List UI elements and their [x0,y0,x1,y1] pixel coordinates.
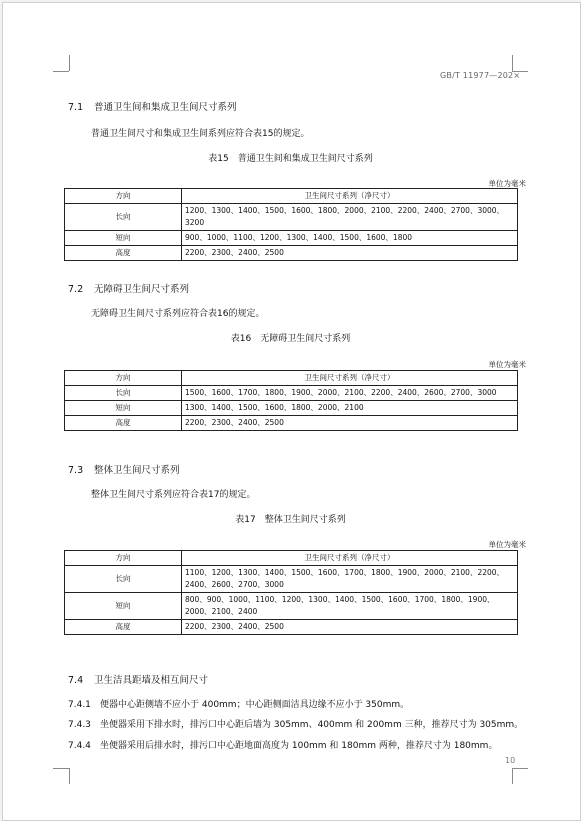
page-number: 10 [505,756,516,765]
column-header: 卫生间尺寸系列（净尺寸） [182,371,518,386]
size-table [64,188,518,261]
crop-mark [69,768,70,784]
section-number: 7.2 [68,284,84,295]
paragraph: 无障碍卫生间尺寸系列应符合表16的规定。 [91,309,265,319]
table-row [65,416,518,431]
row-label: 高度 [65,620,182,635]
table-header-row [65,371,518,386]
table-row [65,401,518,416]
table-caption: 表17 整体卫生间尺寸系列 [235,515,346,525]
row-values: 1100、1200、1300、1400、1500、1600、1700、1800、1900、2000、2100、2200、2400、2600、2700、3000 [182,566,518,593]
table-row [65,231,518,246]
clause-text: 坐便器采用下排水时，排污口中心距后墙为 305mm、400mm 和 200mm 三种，推荐尺寸为 305mm。 [100,720,524,730]
section-heading [68,281,189,295]
section-title: 无障碍卫生间尺寸系列 [94,284,190,295]
clause-number: 7.4.3 [68,720,91,730]
crop-mark [53,71,69,72]
table-caption: 表15 普通卫生间和集成卫生间尺寸系列 [208,154,373,164]
clause-text: 坐便器采用后排水时，排污口中心距地面高度为 100mm 和 180mm 两种，推荐尺寸为 180mm。 [100,741,498,751]
row-label: 长向 [65,566,182,593]
crop-mark [512,768,513,784]
row-values: 1300、1400、1500、1600、1800、2000、2100 [182,401,518,416]
row-label: 高度 [65,416,182,431]
clause-number: 7.4.4 [68,741,91,751]
crop-mark [69,55,70,71]
unit-note: 单位为毫米 [488,179,526,188]
section-heading [68,672,208,686]
paragraph: 整体卫生间尺寸系列应符合表17的规定。 [91,490,256,500]
row-values: 2200、2300、2400、2500 [182,416,518,431]
row-label: 短向 [65,401,182,416]
size-table [64,370,518,431]
column-header: 卫生间尺寸系列（净尺寸） [182,551,518,566]
row-values: 2200、2300、2400、2500 [182,620,518,635]
unit-note: 单位为毫米 [488,360,526,369]
row-values: 1200、1300、1400、1500、1600、1800、2000、2100、2200、2400、2700、3000、3200 [182,204,518,231]
section-title: 卫生洁具距墙及相互间尺寸 [94,675,209,686]
table-caption: 表16 无障碍卫生间尺寸系列 [230,334,351,344]
clause-text: 便器中心距侧墙不应小于 400mm；中心距侧面洁具边缘不应小于 350mm。 [100,700,410,710]
table-row [65,593,518,620]
row-label: 长向 [65,386,182,401]
row-label: 长向 [65,204,182,231]
row-label: 短向 [65,593,182,620]
row-label: 短向 [65,231,182,246]
crop-mark [53,768,69,769]
clause [68,738,497,751]
size-table [64,550,518,635]
table-header-row [65,551,518,566]
crop-mark [512,768,528,769]
row-values: 900、1000、1100、1200、1300、1400、1500、1600、1800 [182,231,518,246]
paragraph: 普通卫生间尺寸和集成卫生间系列应符合表15的规定。 [91,129,310,139]
section-number: 7.4 [68,675,84,686]
column-header: 方向 [65,551,182,566]
unit-note: 单位为毫米 [488,540,526,549]
clause [68,717,523,730]
column-header: 方向 [65,371,182,386]
section-heading [68,99,237,113]
section-title: 普通卫生间和集成卫生间尺寸系列 [94,102,237,113]
section-number: 7.3 [68,465,84,476]
row-values: 800、900、1000、1100、1200、1300、1400、1500、1600、1700、1800、1900、2000、2100、2400 [182,593,518,620]
standard-number: GB/T 11977—202× [440,71,521,80]
table-row [65,620,518,635]
column-header: 方向 [65,189,182,204]
table-row [65,386,518,401]
clause-number: 7.4.1 [68,700,91,710]
row-values: 2200、2300、2400、2500 [182,246,518,261]
table-header-row [65,189,518,204]
section-heading [68,462,180,476]
column-header: 卫生间尺寸系列（净尺寸） [182,189,518,204]
table-row [65,566,518,593]
row-label: 高度 [65,246,182,261]
crop-mark [512,55,513,71]
section-number: 7.1 [68,102,84,113]
section-title: 整体卫生间尺寸系列 [94,465,180,476]
table-row [65,246,518,261]
row-values: 1500、1600、1700、1800、1900、2000、2100、2200、2400、2600、2700、3000 [182,386,518,401]
table-row [65,204,518,231]
clause [68,697,409,710]
